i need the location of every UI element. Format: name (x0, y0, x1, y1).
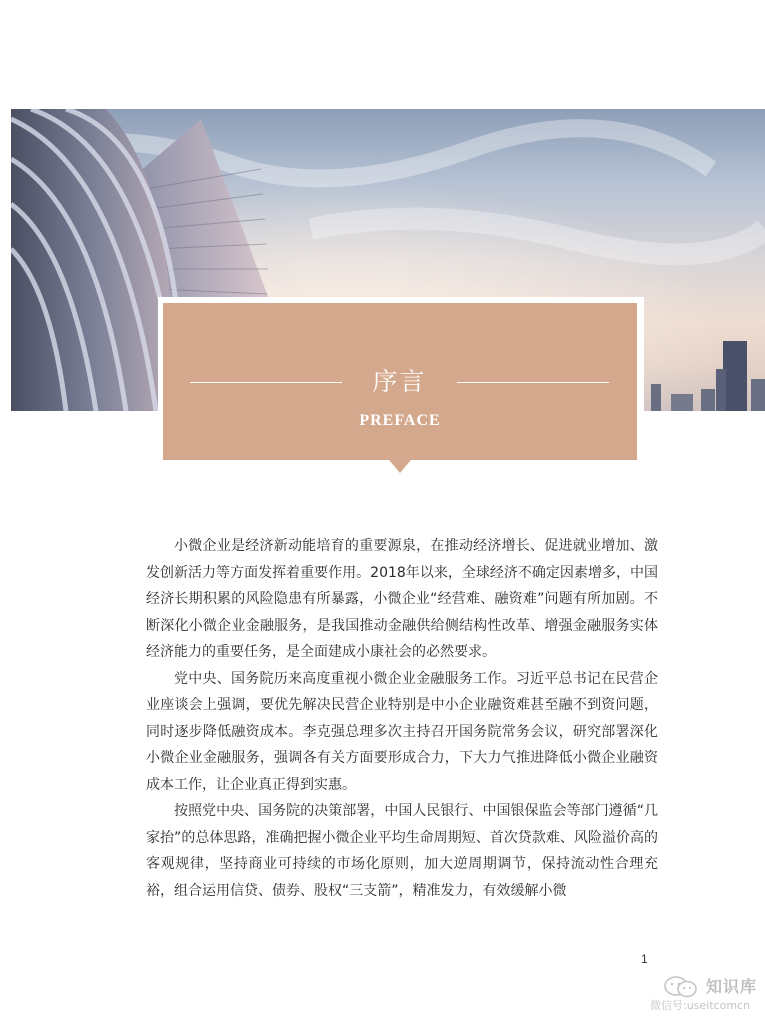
watermark-subtitle: 微信号:useitcomcn (650, 999, 751, 1012)
paragraph: 小微企业是经济新动能培育的重要源泉，在推动经济增长、促进就业增加、激发创新活力等方面发挥着重要作用。2018年以来，全球经济不确定因素增多，中国经济长期积累的风险隐患有所暴露，小微企业“经营难、融资难”问题有所加剧。不断深化小微企业金融服务，是我国推动金融供给侧结构性改革、增强金融服务实体经济能力的重要任务，是全面建成小康社会的必然要求。 (146, 538, 658, 660)
paragraph: 党中央、国务院历来高度重视小微企业金融服务工作。习近平总书记在民营企业座谈会上强调，要优先解决民营企业特别是中小企业融资难甚至融不到资问题，同时逐步降低融资成本。李克强总理多次主持召开国务院常务会议，研究部署深化小微企业金融服务，强调各有关方面要形成合力，下大力气推进降低小微企业融资成本工作，让企业真正得到实惠。 (146, 670, 658, 793)
watermark-name: 知识库 (706, 977, 758, 996)
title-rule-left (190, 382, 342, 383)
section-title-chinese: 序言 (372, 367, 427, 396)
title-rule-right (457, 382, 609, 383)
wechat-icon (664, 976, 698, 998)
paragraph: 按照党中央、国务院的决策部署，中国人民银行、中国银保监会等部门遵循“几家抬”的总体思路，准确把握小微企业平均生命周期短、首次贷款难、风险溢价高的客观规律，坚持商业可持续的市场化原则，加大逆周期调节，保持流动性合理充裕，组合运用信贷、债券、股权“三支箭”，精准发力，有效缓解小微 (146, 803, 658, 899)
preface-body (146, 533, 658, 904)
watermark (650, 972, 762, 1016)
page-number: 1 (641, 952, 648, 966)
title-pointer (389, 460, 411, 473)
section-title-english: PREFACE (359, 412, 441, 429)
